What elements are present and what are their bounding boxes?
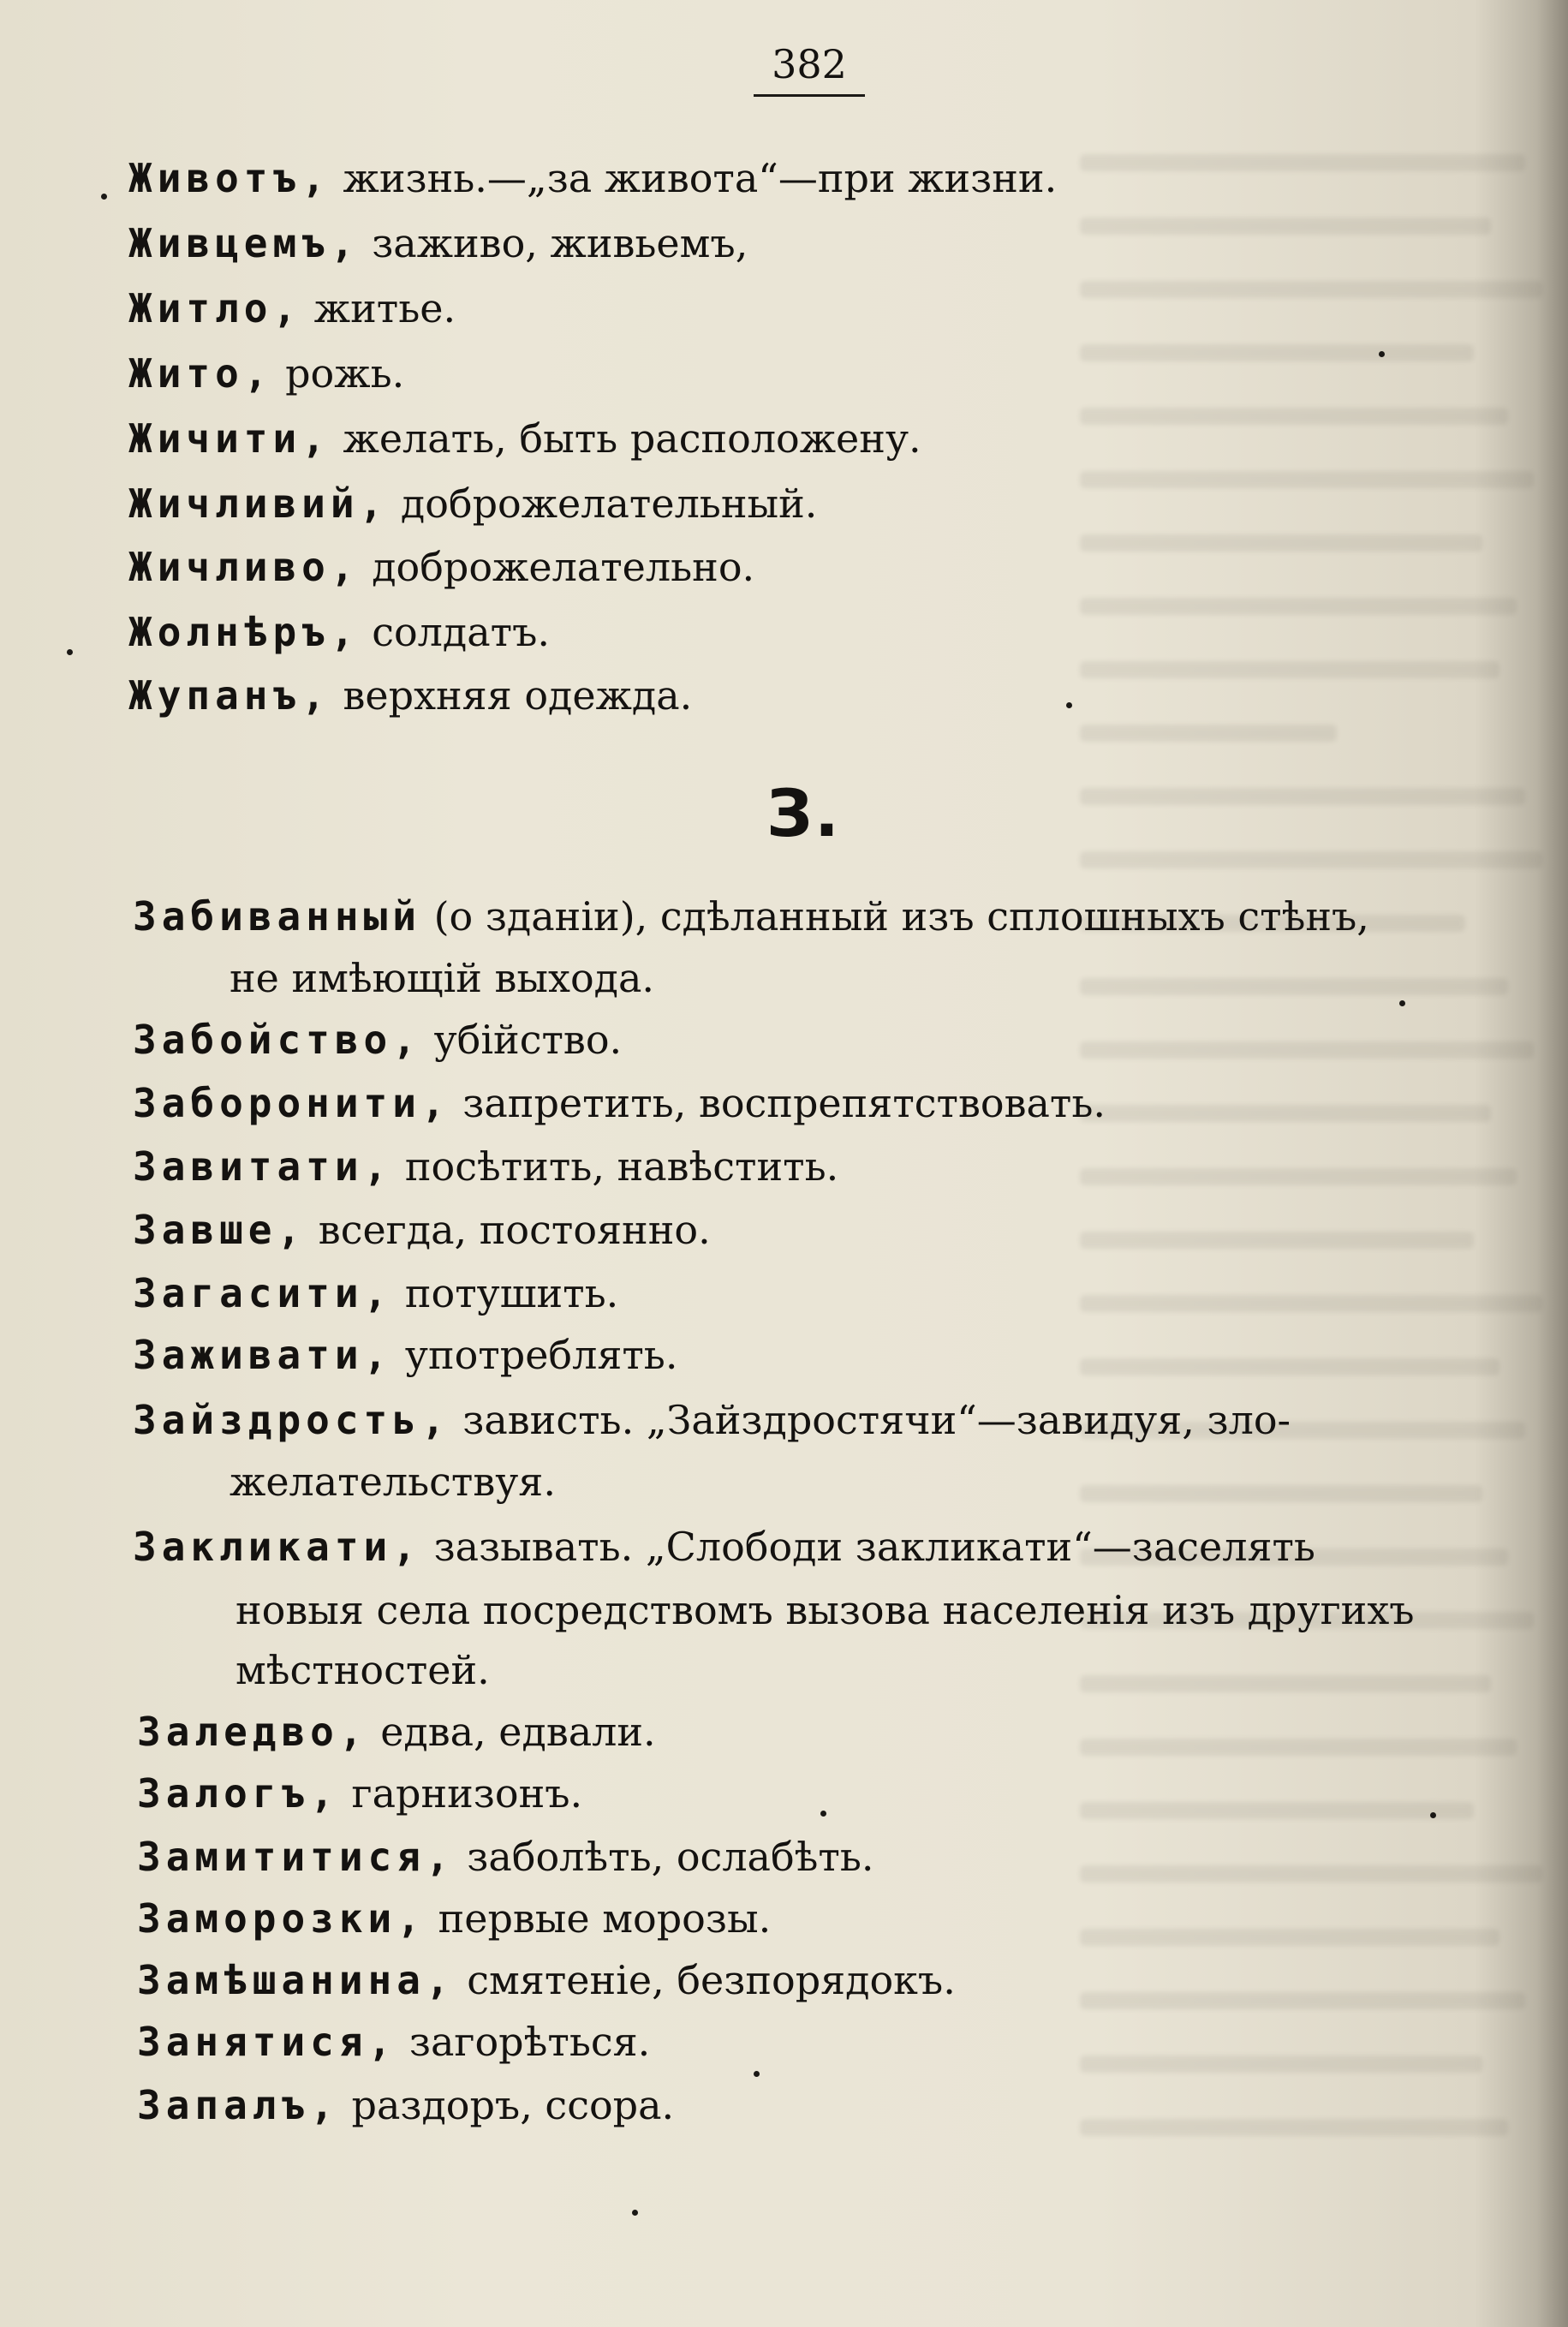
entry: [137, 1771, 582, 1816]
ink-speck: [67, 649, 73, 655]
entry-definition: зазывать. „Слободи закликати“—заселять: [433, 1524, 1315, 1570]
entry-definition: доброжелательно.: [372, 544, 755, 590]
entry: [128, 610, 550, 654]
entry-headword: Забиванный: [133, 893, 421, 940]
entry-definition: первые морозы.: [438, 1895, 772, 1942]
entry: [133, 1398, 1291, 1442]
ink-speck: [1430, 1812, 1436, 1818]
entry-headword: Житло,: [128, 285, 302, 331]
entry-continuation: новыя села посредствомъ вызова населенія изъ другихъ: [235, 1587, 1415, 1633]
entry-continuation: желательствуя.: [230, 1459, 556, 1505]
ink-speck: [632, 2210, 638, 2216]
entry-definition: верхняя одежда.: [343, 672, 693, 719]
entry-definition: всегда, постоянно.: [318, 1207, 711, 1253]
entry-definition: раздоръ, ссора.: [351, 2082, 675, 2128]
ink-speck: [754, 2071, 760, 2077]
entry: [133, 1524, 1315, 1569]
entry-headword: Животъ,: [128, 155, 331, 201]
entry-headword: Жито,: [128, 350, 273, 397]
entry-continuation: мѣстностей.: [235, 1647, 490, 1693]
entry-definition: загорѣться.: [408, 2019, 651, 2065]
entry: [128, 286, 456, 331]
entry-headword: Заборонити,: [133, 1080, 450, 1126]
entry-definition: потушить.: [404, 1270, 619, 1316]
entry-definition: запретить, воспрепятствовать.: [462, 1080, 1106, 1126]
ink-speck: [1399, 1000, 1405, 1006]
entry-headword: Забойство,: [133, 1017, 421, 1063]
entry-headword: Закликати,: [133, 1524, 421, 1570]
entry-definition: употреблять.: [404, 1332, 678, 1378]
entry: [137, 1896, 771, 1941]
entry-headword: Живцемъ,: [128, 220, 360, 266]
entry-definition: доброжелательный.: [400, 480, 818, 527]
ink-speck: [101, 194, 107, 200]
entry: [128, 481, 817, 526]
entry-headword: Замѣшанина,: [137, 1957, 455, 2003]
section-letter: З.: [766, 775, 841, 851]
ink-speck: [1066, 702, 1072, 708]
entry: [137, 1709, 656, 1754]
entry-headword: Загасити,: [133, 1270, 393, 1316]
entry-headword: Заживати,: [133, 1332, 393, 1378]
entry: [128, 156, 1057, 200]
entry-headword: Завитати,: [133, 1143, 393, 1190]
entry-definition: гарнизонъ.: [351, 1770, 583, 1817]
entry-headword: Завше,: [133, 1207, 307, 1253]
entry: [128, 545, 754, 589]
entry-definition: желать, быть расположену.: [343, 415, 921, 462]
entry-headword: Жичити,: [128, 415, 331, 462]
entry: [133, 1017, 622, 1062]
entry: [133, 1081, 1106, 1125]
entry: [137, 2020, 650, 2064]
entry-definition: смятеніе, безпорядокъ.: [467, 1957, 956, 2003]
entry: [128, 673, 692, 718]
entry-headword: Зайздрость,: [133, 1397, 450, 1443]
entry: [128, 416, 921, 461]
bleed-through-text: [1080, 154, 1559, 2227]
entry-definition: заживо, живьемъ,: [372, 220, 748, 266]
entry-headword: Занятися,: [137, 2019, 397, 2065]
entry: [137, 1835, 874, 1879]
entry-definition: едва, едвали.: [380, 1709, 656, 1755]
page-number: 382: [754, 41, 865, 97]
ink-speck: [1379, 351, 1385, 357]
entry-definition: (о зданіи), сдѣланный изъ сплошныхъ стѣнъ,: [433, 893, 1369, 940]
entry-headword: Жолнѣръ,: [128, 609, 360, 655]
entry: [137, 1958, 956, 2002]
entry-headword: Жичливий,: [128, 480, 389, 527]
entry: [133, 1144, 838, 1189]
entry: [128, 221, 748, 266]
entry-definition: заболѣть, ослабѣть.: [467, 1834, 874, 1880]
entry: [133, 1271, 618, 1316]
entry: [133, 1333, 677, 1377]
entry-headword: Жичливо,: [128, 544, 360, 590]
entry: [128, 351, 404, 396]
entry-continuation: не имѣющій выхода.: [230, 955, 655, 1001]
entry-definition: зависть. „Зайздростячи“—завидуя, зло-: [462, 1397, 1291, 1443]
entry: [137, 2083, 674, 2127]
entry-definition: солдатъ.: [372, 609, 550, 655]
entry-definition: посѣтить, навѣстить.: [404, 1143, 839, 1190]
ink-speck: [820, 1811, 826, 1817]
entry: [133, 1208, 711, 1252]
entry-headword: Залогъ,: [137, 1770, 339, 1817]
entry: [133, 894, 1369, 939]
entry-headword: Запалъ,: [137, 2082, 339, 2128]
entry-headword: Жупанъ,: [128, 672, 331, 719]
entry-headword: Заморозки,: [137, 1895, 426, 1942]
entry-definition: жизнь.—„за живота“—при жизни.: [343, 155, 1058, 201]
entry-definition: убійство.: [433, 1017, 623, 1063]
entry-headword: Замититися,: [137, 1834, 455, 1880]
entry-definition: житье.: [313, 285, 456, 331]
entry-definition: рожь.: [285, 350, 405, 397]
entry-headword: Заледво,: [137, 1709, 368, 1755]
